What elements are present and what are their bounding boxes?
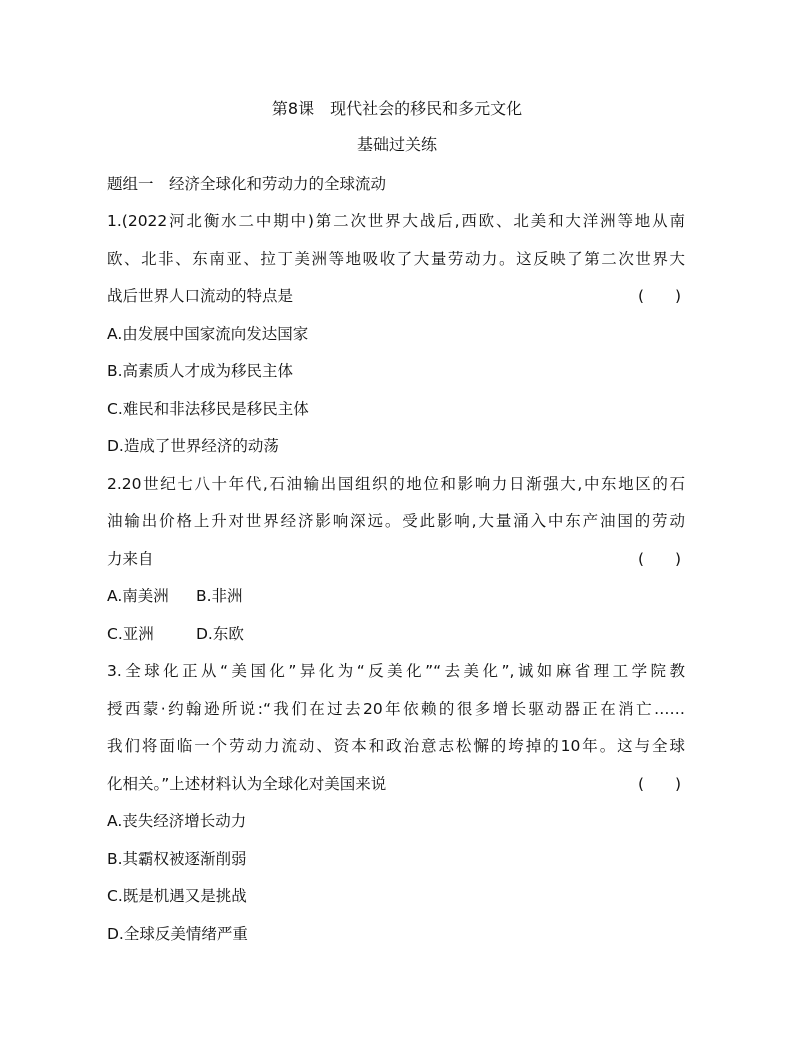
question-3-option-b: B.其霸权被逐渐削弱 — [107, 850, 247, 868]
question-2-option-a: A.南美洲 — [107, 587, 169, 605]
question-2-line-1: 2.20世纪七八十年代,石油输出国组织的地位和影响力日渐强大,中东地区的石 — [107, 475, 685, 493]
question-2-answer-blank: ( ) — [638, 550, 682, 568]
question-2-option-c: C.亚洲 — [107, 625, 154, 643]
question-1-line-1: 1.(2022河北衡水二中期中)第二次世界大战后,西欧、北美和大洋洲等地从南 — [107, 212, 685, 230]
question-2-line-3: 力来自 — [107, 550, 154, 568]
question-3-line-3: 我们将面临一个劳动力流动、资本和政治意志松懈的垮掉的10年。这与全球 — [107, 737, 685, 755]
question-3-line-2: 授西蒙·约翰逊所说:“我们在过去20年依赖的很多增长驱动器正在消亡…… — [107, 700, 685, 718]
question-2-line-2: 油输出价格上升对世界经济影响深远。受此影响,大量涌入中东产油国的劳动 — [107, 512, 685, 530]
question-3-option-a: A.丧失经济增长动力 — [107, 812, 247, 830]
question-3-option-c: C.既是机遇又是挑战 — [107, 887, 247, 905]
question-3-answer-blank: ( ) — [638, 775, 682, 793]
question-3-line-1: 3.全球化正从“美国化”异化为“反美化”“去美化”,诚如麻省理工学院教 — [107, 662, 685, 680]
question-2-option-b: B.非洲 — [196, 587, 243, 605]
question-1-option-b: B.高素质人才成为移民主体 — [107, 362, 294, 380]
section-subtitle: 基础过关练 — [356, 135, 437, 154]
question-3-option-d: D.全球反美情绪严重 — [107, 925, 248, 943]
question-1-option-d: D.造成了世界经济的动荡 — [107, 437, 279, 455]
question-1-option-a: A.由发展中国家流向发达国家 — [107, 325, 309, 343]
question-1-option-c: C.难民和非法移民是移民主体 — [107, 400, 309, 418]
question-1-line-3: 战后世界人口流动的特点是 — [107, 287, 294, 305]
lesson-title: 第8课 现代社会的移民和多元文化 — [271, 99, 523, 118]
question-3-line-4: 化相关。”上述材料认为全球化对美国来说 — [107, 775, 387, 793]
question-1-line-2: 欧、北非、东南亚、拉丁美洲等地吸收了大量劳动力。这反映了第二次世界大 — [107, 250, 685, 268]
question-1-answer-blank: ( ) — [638, 287, 682, 305]
question-group-heading: 题组一 经济全球化和劳动力的全球流动 — [107, 175, 387, 193]
question-2-option-d: D.东欧 — [196, 625, 244, 643]
